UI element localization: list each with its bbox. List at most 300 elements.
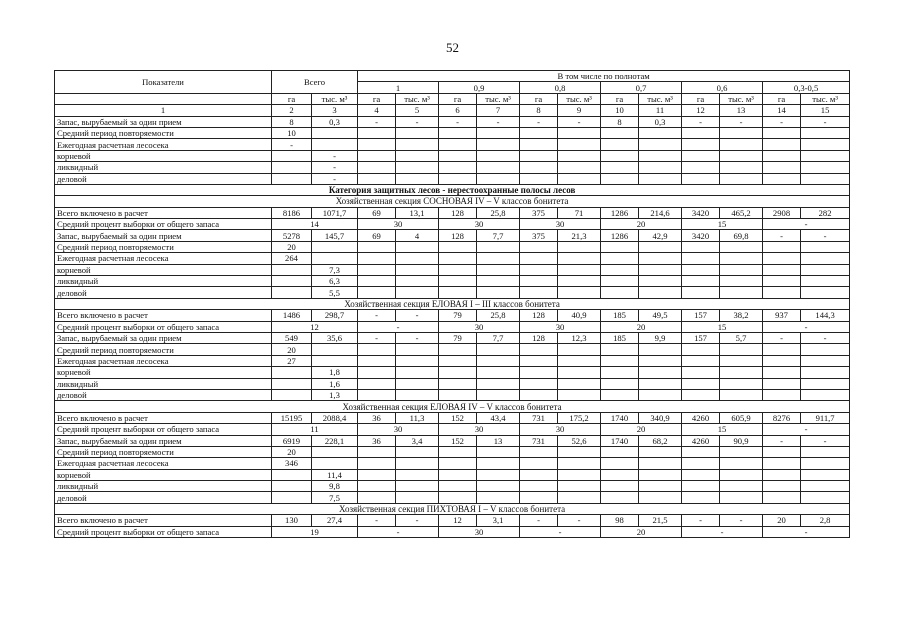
value-cell [601,127,639,138]
value-cell: 346 [272,458,312,469]
value-cell [601,367,639,378]
value-cell [312,446,358,457]
value-cell [763,241,801,252]
value-cell [639,469,682,480]
row-label: корневой [55,469,272,480]
value-cell [720,173,763,184]
value-cell: 731 [520,435,558,446]
value-cell [396,355,439,366]
value-cell [763,389,801,400]
value-cell [477,241,520,252]
colnum-cell: 7 [477,105,520,116]
value-cell [682,150,720,161]
value-cell [763,355,801,366]
value-cell: - [763,230,801,241]
table-row [55,219,850,230]
value-cell: 4260 [682,412,720,423]
header-density: 0,9 [439,82,520,93]
row-label: Средний процент выборки от общего запаса [55,219,272,230]
value-cell: 8 [272,116,312,127]
row-label: Средний период повторяемости [55,344,272,355]
value-cell [358,241,396,252]
value-cell [439,127,477,138]
value-cell: 282 [801,207,850,218]
header-indicators: Показатели [55,71,272,94]
value-cell [358,139,396,150]
value-cell [682,139,720,150]
value-cell [358,344,396,355]
value-cell [601,139,639,150]
value-cell [720,469,763,480]
value-cell [272,469,312,480]
value-cell: 27 [272,355,312,366]
value-cell: 731 [520,412,558,423]
value-cell [801,127,850,138]
value-cell [272,276,312,287]
value-cell [682,367,720,378]
value-cell [396,253,439,264]
percent-cell: 30 [520,219,601,230]
value-cell [558,253,601,264]
value-cell [639,367,682,378]
value-cell [682,241,720,252]
value-cell [720,241,763,252]
value-cell [801,469,850,480]
value-cell [477,378,520,389]
row-label: ликвидный [55,481,272,492]
value-cell [639,139,682,150]
colnum-cell: 4 [358,105,396,116]
value-cell [558,355,601,366]
value-cell [601,469,639,480]
table-row [55,207,850,218]
value-cell [358,150,396,161]
value-cell: 130 [272,515,312,526]
table-row [55,310,850,321]
value-cell: 7,7 [477,332,520,343]
value-cell [312,139,358,150]
value-cell [763,492,801,503]
value-cell: 40,9 [558,310,601,321]
value-cell [639,458,682,469]
value-cell: 2088,4 [312,412,358,423]
table-row [55,264,850,275]
value-cell: 98 [601,515,639,526]
value-cell [558,378,601,389]
value-cell: 69 [358,207,396,218]
value-cell [682,378,720,389]
value-cell [477,458,520,469]
value-cell [477,139,520,150]
value-cell: 1740 [601,412,639,423]
colnum-cell: 5 [396,105,439,116]
value-cell [763,253,801,264]
percent-cell: 15 [682,321,763,332]
value-cell [639,264,682,275]
value-cell [358,355,396,366]
unit-cell: га [763,93,801,104]
value-cell [801,287,850,298]
percent-cell: 30 [520,424,601,435]
value-cell: 465,2 [720,207,763,218]
percent-cell: - [763,526,850,537]
value-cell: 7,3 [312,264,358,275]
value-cell [439,139,477,150]
value-cell [558,287,601,298]
value-cell [358,253,396,264]
value-cell [639,150,682,161]
colnum-cell: 12 [682,105,720,116]
value-cell: - [763,332,801,343]
value-cell [477,150,520,161]
value-cell [639,378,682,389]
value-cell [272,367,312,378]
value-cell: 43,4 [477,412,520,423]
value-cell [763,173,801,184]
value-cell [477,481,520,492]
row-label: деловой [55,492,272,503]
percent-cell: 30 [520,321,601,332]
table-row [55,458,850,469]
value-cell [682,173,720,184]
row-label: ликвидный [55,276,272,287]
unit-cell: га [358,93,396,104]
value-cell [682,344,720,355]
row-label: Средний период повторяемости [55,127,272,138]
row-label: корневой [55,150,272,161]
value-cell: 49,5 [639,310,682,321]
header-density: 0,8 [520,82,601,93]
value-cell [272,150,312,161]
value-cell: 1,6 [312,378,358,389]
value-cell: 298,7 [312,310,358,321]
header-units-blank [55,93,272,104]
row-label: Ежегодная расчетная лесосека [55,253,272,264]
value-cell [801,481,850,492]
value-cell [801,241,850,252]
row-label: Средний процент выборки от общего запаса [55,321,272,332]
value-cell [358,458,396,469]
value-cell [520,139,558,150]
value-cell: - [558,515,601,526]
value-cell: - [801,116,850,127]
row-label: Запас, вырубаемый за один прием [55,116,272,127]
value-cell [358,481,396,492]
value-cell [720,389,763,400]
value-cell: 0,3 [312,116,358,127]
value-cell [396,389,439,400]
value-cell [272,264,312,275]
value-cell: 36 [358,412,396,423]
value-cell: 128 [520,332,558,343]
header-by-density: В том числе по полнотам [358,71,850,82]
table-row [55,173,850,184]
table-row [55,344,850,355]
percent-cell: 20 [601,424,682,435]
percent-cell: - [763,424,850,435]
percent-cell: 11 [272,424,358,435]
table-row [55,412,850,423]
value-cell [763,150,801,161]
value-cell [801,446,850,457]
value-cell [477,389,520,400]
value-cell: 4 [396,230,439,241]
value-cell [520,446,558,457]
value-cell [720,355,763,366]
value-cell [520,481,558,492]
value-cell [558,458,601,469]
value-cell: 20 [763,515,801,526]
value-cell: - [358,332,396,343]
value-cell [682,276,720,287]
value-cell: - [312,150,358,161]
value-cell: 2908 [763,207,801,218]
percent-cell: 30 [358,219,439,230]
section-row [55,298,850,309]
row-label: Запас, вырубаемый за один прием [55,435,272,446]
value-cell [396,264,439,275]
value-cell: 157 [682,310,720,321]
value-cell [601,173,639,184]
table-row [55,526,850,537]
value-cell [558,139,601,150]
value-cell [396,162,439,173]
value-cell: - [763,116,801,127]
section-row [55,503,850,514]
header-density: 0,3-0,5 [763,82,850,93]
value-cell [801,378,850,389]
value-cell: - [682,116,720,127]
row-label: Всего включено в расчет [55,515,272,526]
table-row [55,332,850,343]
value-cell [720,253,763,264]
value-cell [358,492,396,503]
value-cell: 15195 [272,412,312,423]
value-cell: 2,8 [801,515,850,526]
value-cell: 145,7 [312,230,358,241]
unit-cell: га [682,93,720,104]
value-cell [639,241,682,252]
value-cell [439,378,477,389]
value-cell [720,492,763,503]
value-cell [477,367,520,378]
value-cell: 264 [272,253,312,264]
value-cell: - [396,116,439,127]
value-cell: 1286 [601,230,639,241]
value-cell [439,241,477,252]
value-cell: 42,9 [639,230,682,241]
value-cell [801,367,850,378]
value-cell: 185 [601,332,639,343]
table-row [55,355,850,366]
value-cell: - [396,332,439,343]
unit-cell: тыс. м³ [396,93,439,104]
value-cell [396,127,439,138]
value-cell: - [763,435,801,446]
colnum-cell: 10 [601,105,639,116]
value-cell [558,492,601,503]
value-cell [720,162,763,173]
value-cell [720,344,763,355]
value-cell [396,241,439,252]
value-cell [358,173,396,184]
value-cell: 12 [439,515,477,526]
value-cell [439,150,477,161]
table-row [55,321,850,332]
table-row [55,162,850,173]
colnum-cell: 11 [639,105,682,116]
unit-cell: га [520,93,558,104]
value-cell [801,458,850,469]
value-cell [720,139,763,150]
value-cell [439,367,477,378]
value-cell [558,264,601,275]
value-cell [601,389,639,400]
colnum-cell: 2 [272,105,312,116]
value-cell [639,481,682,492]
value-cell [601,355,639,366]
header-units-row [55,93,850,104]
value-cell [763,469,801,480]
value-cell: 12,3 [558,332,601,343]
row-label: Средний период повторяемости [55,241,272,252]
value-cell: 13 [477,435,520,446]
unit-cell: га [601,93,639,104]
page-number: 52 [446,40,459,55]
value-cell: 27,4 [312,515,358,526]
value-cell [763,287,801,298]
value-cell: 25,8 [477,310,520,321]
table-row [55,492,850,503]
value-cell: 69,8 [720,230,763,241]
value-cell: - [396,310,439,321]
section-row [55,401,850,412]
table-row [55,241,850,252]
value-cell: 152 [439,435,477,446]
value-cell [520,241,558,252]
value-cell [763,276,801,287]
value-cell [520,162,558,173]
value-cell [720,127,763,138]
value-cell [520,276,558,287]
table-row [55,424,850,435]
unit-cell: га [439,93,477,104]
table-row [55,469,850,480]
value-cell: 340,9 [639,412,682,423]
colnum-cell: 3 [312,105,358,116]
row-label: деловой [55,389,272,400]
value-cell: 4260 [682,435,720,446]
percent-cell: 12 [272,321,358,332]
value-cell [601,287,639,298]
value-cell: - [358,116,396,127]
value-cell [439,446,477,457]
colnum-cell: 6 [439,105,477,116]
value-cell [396,173,439,184]
percent-cell: 30 [439,321,520,332]
value-cell [801,492,850,503]
value-cell [520,492,558,503]
value-cell: 175,2 [558,412,601,423]
value-cell [396,150,439,161]
value-cell [558,367,601,378]
row-label: деловой [55,287,272,298]
value-cell [358,367,396,378]
percent-cell: 15 [682,424,763,435]
table-row [55,435,850,446]
value-cell [358,276,396,287]
value-cell [439,264,477,275]
value-cell [801,344,850,355]
table-row [55,378,850,389]
section-row [55,196,850,207]
value-cell [682,446,720,457]
table-row [55,389,850,400]
percent-cell: - [682,526,763,537]
value-cell [312,355,358,366]
value-cell [601,344,639,355]
value-cell [520,389,558,400]
value-cell: 5,7 [720,332,763,343]
colnum-cell: 1 [55,105,272,116]
value-cell [439,469,477,480]
value-cell [520,287,558,298]
value-cell [439,492,477,503]
value-cell [801,162,850,173]
value-cell: 214,6 [639,207,682,218]
value-cell [477,276,520,287]
header-colnum-row [55,105,850,116]
value-cell [272,492,312,503]
unit-cell: тыс. м³ [801,93,850,104]
value-cell: 38,2 [720,310,763,321]
value-cell [763,139,801,150]
value-cell: 68,2 [639,435,682,446]
value-cell [763,481,801,492]
value-cell: 35,6 [312,332,358,343]
value-cell [801,139,850,150]
value-cell: 1071,7 [312,207,358,218]
value-cell: 911,7 [801,412,850,423]
value-cell [439,276,477,287]
value-cell: 69 [358,230,396,241]
value-cell: 3,1 [477,515,520,526]
header-density: 1 [358,82,439,93]
value-cell: 144,3 [801,310,850,321]
value-cell: - [520,116,558,127]
value-cell [639,276,682,287]
value-cell [312,127,358,138]
value-cell [601,241,639,252]
value-cell [358,264,396,275]
table-row [55,481,850,492]
value-cell [396,367,439,378]
value-cell: 21,3 [558,230,601,241]
value-cell [763,264,801,275]
value-cell [639,173,682,184]
value-cell: 1486 [272,310,312,321]
value-cell: 52,6 [558,435,601,446]
row-label: Средний период повторяемости [55,446,272,457]
value-cell: 228,1 [312,435,358,446]
value-cell: 1,8 [312,367,358,378]
table-row [55,116,850,127]
value-cell [601,253,639,264]
value-cell [520,173,558,184]
value-cell: 9,8 [312,481,358,492]
percent-cell: 14 [272,219,358,230]
value-cell [601,481,639,492]
